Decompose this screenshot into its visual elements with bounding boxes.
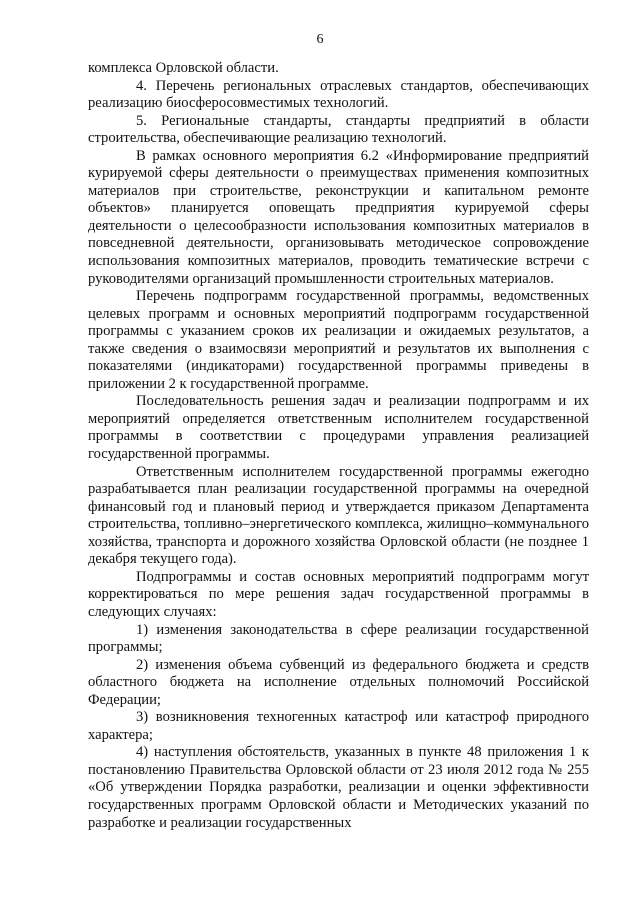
page-number: 6 (316, 32, 324, 47)
paragraph: 4. Перечень региональных отраслевых стандартов, обеспечивающих реализацию биосферосовместимых технологий. (88, 77, 589, 112)
paragraph: 4) наступления обстоятельств, указанных в пункте 48 приложения 1 к постановлению Правительства Орловской области от 23 июля 2012 года № 255 «Об утверждении Порядка разработки, реализации и оценки эффективности государственных программ Орловской области и Методических указаний по разработке и реализации государственных (88, 744, 589, 831)
paragraph: 5. Региональные стандарты, стандарты предприятий в области строительства, обеспечивающие реализацию технологий. (88, 112, 589, 147)
paragraph: 3) возникновения техногенных катастроф или катастроф природного характера; (88, 709, 589, 743)
paragraph: Подпрограммы и состав основных мероприятий подпрограмм могут корректироваться по мере решения задач государственной программы в следующих случаях: (88, 568, 589, 620)
paragraph: комплекса Орловской области. (88, 60, 279, 76)
paragraph: 1) изменения законодательства в сфере реализации государственной программы; (88, 621, 589, 656)
document-body (88, 60, 589, 832)
paragraph: 2) изменения объема субвенций из федерального бюджета и средств областного бюджета на исполнение отдельных полномочий Российской Федерации; (88, 656, 589, 708)
paragraph: Перечень подпрограмм государственной программы, ведомственных целевых программ и основных мероприятий подпрограмм государственной программы с указанием сроков их реализации и ожидаемых результатов, а также сведения о взаимосвязи мероприятий и результатов их выполнения с показателями (индикаторами) государственной программы приведены в приложении 2 к государственной программе. (88, 288, 589, 392)
paragraph: Ответственным исполнителем государственной программы ежегодно разрабатывается план реализации государственной программы на очередной финансовый год и плановый период и утверждается приказом Департамента строительства, топливно–энергетического комплекса, жилищно–коммунального хозяйства, транспорта и дорожного хозяйства Орловской области (не позднее 1 декабря текущего года). (88, 463, 589, 568)
paragraph: В рамках основного мероприятия 6.2 «Информирование предприятий курируемой сферы деятельности о преимуществах применения композитных материалов при строительстве, реконструкции и капитальном ремонте объектов» планируется оповещать предприятия курируемой сферы деятельности о целесообразности использования композитных материалов в повседневной деятельности, организовывать методическое сопровождение использования композитных материалов, проводить тематические встречи с руководителями организаций промышленности строительных материалов. (88, 147, 589, 287)
paragraph: Последовательность решения задач и реализации подпрограмм и их мероприятий определяется ответственным исполнителем государственной программы в соответствии с процедурами управления реализацией государственной программы. (88, 393, 589, 463)
